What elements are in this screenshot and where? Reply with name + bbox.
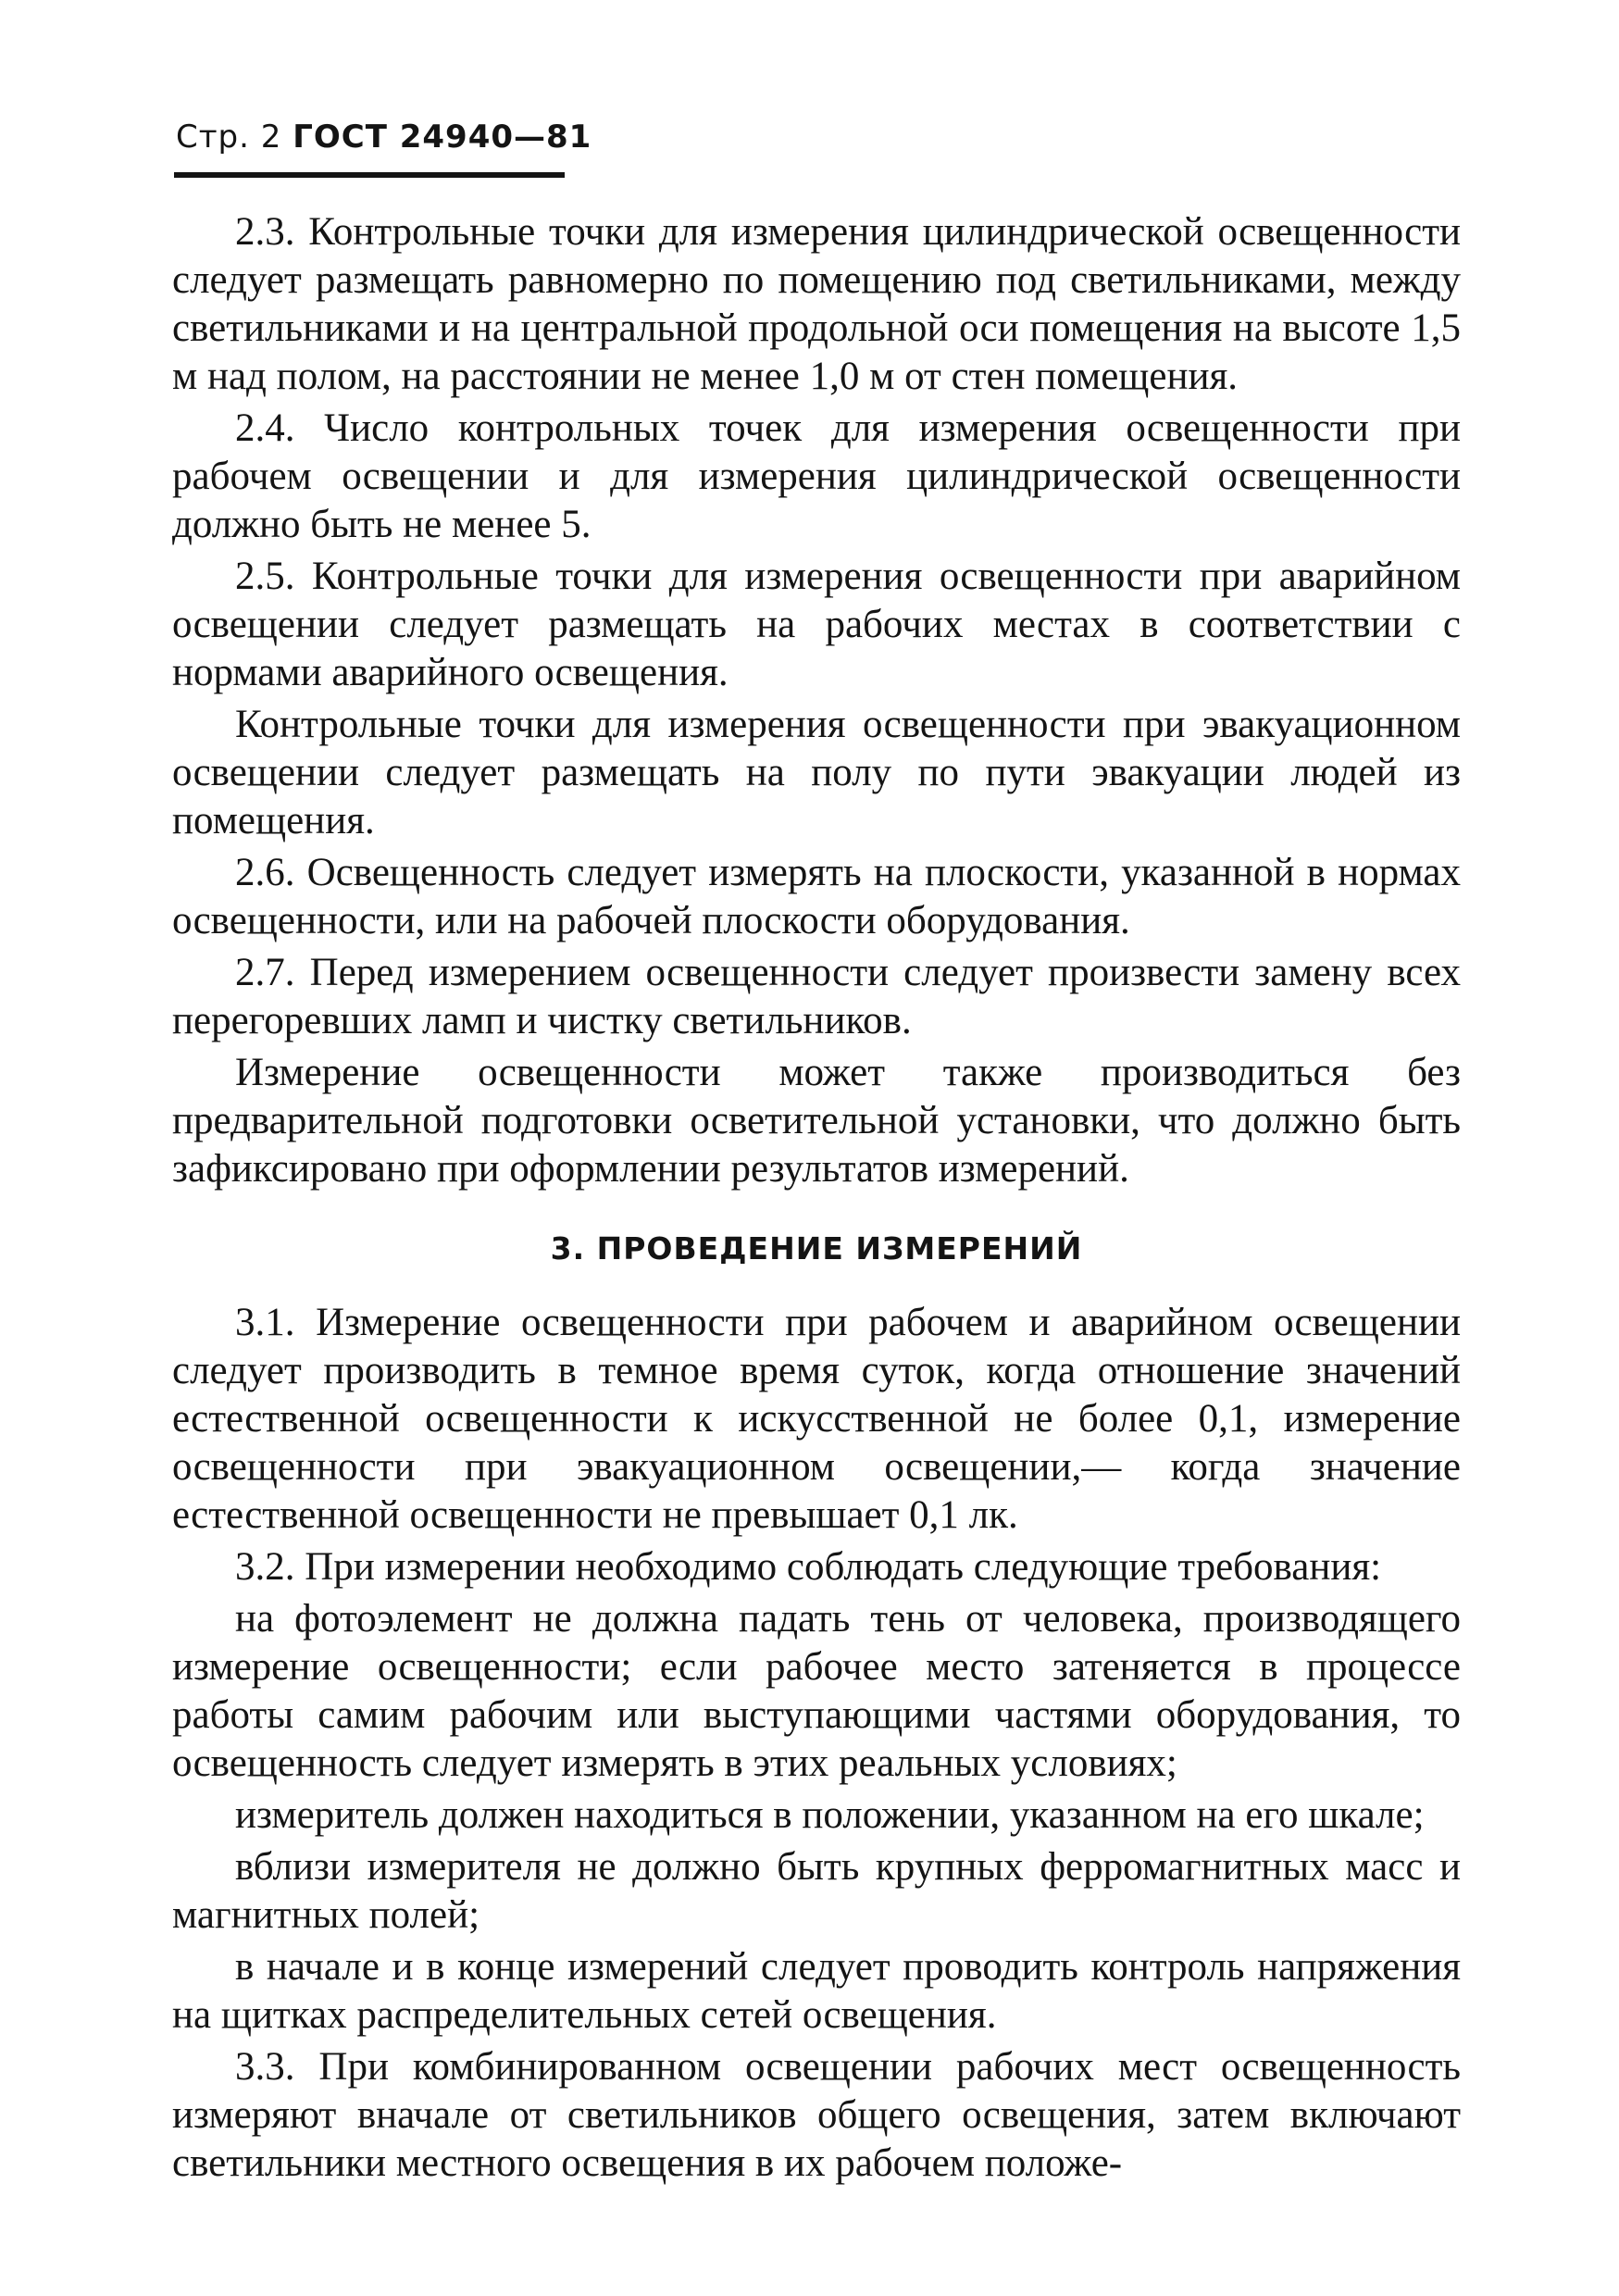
paragraph-no-preparation: Измерение освещенности может также производиться без предварительной подготовки осветительной установки, что должно быть зафиксировано при оформлении результатов измерений. xyxy=(172,1051,1461,1191)
paragraph-3-3: 3.3. При комбинированном освещении рабочих мест освещенность измеряют вначале от светильников общего освещения, затем включают светильники местного освещения в их рабочем положе- xyxy=(172,2045,1461,2185)
paragraph-2-6: 2.6. Освещенность следует измерять на плоскости, указанной в нормах освещенности, или на рабочей плоскости оборудования. xyxy=(172,851,1461,942)
requirement-voltage-control: в начале и в конце измерений следует проводить контроль напряжения на щитках распределительных сетей освещения. xyxy=(172,1945,1461,2037)
paragraph-3-2: 3.2. При измерении необходимо соблюдать следующие требования: xyxy=(235,1545,1382,1589)
document-body xyxy=(172,208,1461,2191)
paragraph-evacuation-points: Контрольные точки для измерения освещенности при эвакуационном освещении следует размещать на полу по пути эвакуации людей из помещения. xyxy=(172,703,1461,842)
paragraph-2-4: 2.4. Число контрольных точек для измерения освещенности при рабочем освещении и для измерения цилиндрической освещенности должно быть не менее 5. xyxy=(172,406,1461,546)
requirement-ferromagnetic: вблизи измерителя не должно быть крупных ферромагнитных масс и магнитных полей; xyxy=(172,1845,1461,1937)
header-underline xyxy=(174,172,565,178)
requirement-meter-position: измеритель должен находиться в положении, указанном на его шкале; xyxy=(235,1793,1425,1837)
document-code: ГОСТ 24940—81 xyxy=(293,119,592,156)
paragraph-2-7: 2.7. Перед измерением освещенности следует произвести замену всех перегоревших ламп и чистку светильников. xyxy=(172,951,1461,1042)
page-number-label: Стр. 2 xyxy=(176,119,282,156)
page-header xyxy=(176,119,592,156)
section-heading: 3. ПРОВЕДЕНИЕ ИЗМЕРЕНИЙ xyxy=(550,1230,1083,1267)
paragraph-3-1: 3.1. Измерение освещенности при рабочем и аварийном освещении следует производить в темное время суток, когда отношение значений естественной освещенности к искусственной не более 0,1, измерение освещенности при эвакуационном освещении,— когда значение естественной освещенности не превышает 0,1 лк. xyxy=(172,1301,1461,1537)
paragraph-2-5: 2.5. Контрольные точки для измерения освещенности при аварийном освещении следует размещать на рабочих местах в соответствии с нормами аварийного освещения. xyxy=(172,555,1461,694)
requirement-shadow: на фотоэлемент не должна падать тень от человека, производящего измерение освещенности; если рабочее место затеняется в процессе работы самим рабочим или выступающими частями оборудования, то освещенность следует измерять в этих реальных условиях; xyxy=(172,1597,1461,1785)
paragraph-2-3: 2.3. Контрольные точки для измерения цилиндрической освещенности следует размещать равномерно по помещению под светильниками, между светильниками и на центральной продольной оси помещения на высоте 1,5 м над полом, на расстоянии не менее 1,0 м от стен помещения. xyxy=(172,210,1461,398)
